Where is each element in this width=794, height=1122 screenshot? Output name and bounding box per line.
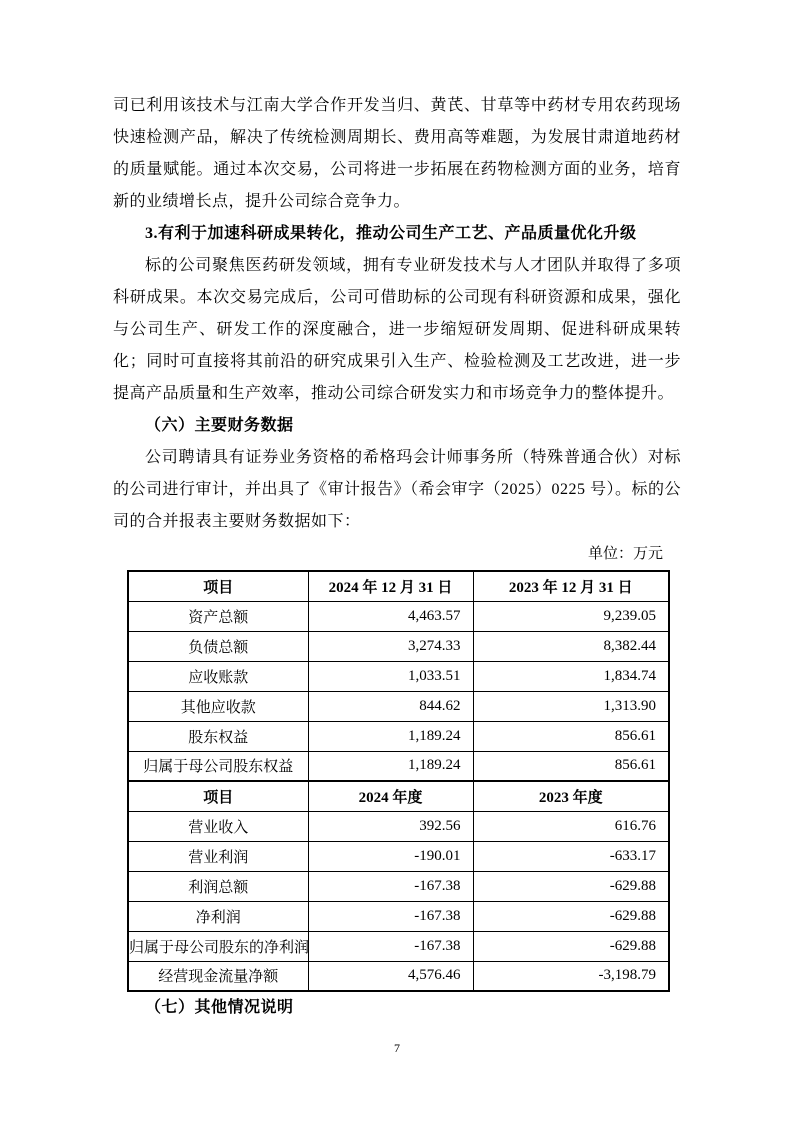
value-2023: 1,313.90 [473,691,669,721]
value-2023: 856.61 [473,721,669,751]
table-row-operating-revenue [128,811,669,841]
table-row-total-assets [128,601,669,631]
row-label: 经营现金流量净额 [128,961,308,991]
table-row-net-profit [128,901,669,931]
value-2024: 4,576.46 [308,961,473,991]
value-2023: -629.88 [473,931,669,961]
value-2024: 1,189.24 [308,721,473,751]
value-2023: -3,198.79 [473,961,669,991]
table-row-total-profit [128,871,669,901]
heading-benefit-3: 3.有利于加速科研成果转化，推动公司生产工艺、产品质量优化升级 [145,225,637,242]
table-row-other-receivables [128,691,669,721]
row-label: 营业收入 [128,811,308,841]
value-2024: 3,274.33 [308,631,473,661]
table-row-accounts-receivable [128,661,669,691]
row-label: 资产总额 [128,601,308,631]
row-label: 利润总额 [128,871,308,901]
value-2023: -633.17 [473,841,669,871]
row-label: 营业利润 [128,841,308,871]
row-label: 负债总额 [128,631,308,661]
row-label: 净利润 [128,901,308,931]
financial-data-table [127,570,670,992]
value-2023: 1,834.74 [473,661,669,691]
table-row-net-operating-cash-flow [128,961,669,991]
row-label: 归属于母公司股东的净利润 [128,931,308,961]
table-row-total-liabilities [128,631,669,661]
value-2023: -629.88 [473,901,669,931]
table-row-shareholders-equity [128,721,669,751]
table-row-net-profit-attributable-to-parent [128,931,669,961]
row-label: 股东权益 [128,721,308,751]
column-header-item: 项目 [128,781,308,811]
value-2024: -167.38 [308,931,473,961]
column-header-2023-date: 2023 年 12 月 31 日 [473,571,669,601]
value-2024: -190.01 [308,841,473,871]
row-label: 其他应收款 [128,691,308,721]
value-2024: 4,463.57 [308,601,473,631]
heading-section-7-other-notes: （七）其他情况说明 [145,999,294,1016]
value-2024: -167.38 [308,871,473,901]
value-2024: 1,189.24 [308,751,473,781]
page-number: 7 [394,1041,400,1055]
paragraph-audit: 公司聘请具有证券业务资格的希格玛会计师事务所（特殊普通合伙）对标的公司进行审计，并出具了《审计报告》（希会审字（2025）0225 号）。标的公司的合并报表主要财务数据如下： [113,449,682,530]
row-label: 归属于母公司股东权益 [128,751,308,781]
value-2023: 616.76 [473,811,669,841]
table-row-operating-profit [128,841,669,871]
value-2023: 856.61 [473,751,669,781]
column-header-item: 项目 [128,571,308,601]
value-2024: 392.56 [308,811,473,841]
paragraph-continuation: 司已利用该技术与江南大学合作开发当归、黄芪、甘草等中药材专用农药现场快速检测产品，解决了传统检测周期长、费用高等难题，为发展甘肃道地药材的质量赋能。通过本次交易，公司将进一步拓展在药物检测方面的业务，培育新的业绩增长点，提升公司综合竞争力。 [113,97,681,210]
paragraph-target-company: 标的公司聚焦医药研发领域，拥有专业研发技术与人才团队并取得了多项科研成果。本次交易完成后，公司可借助标的公司现有科研资源和成果，强化与公司生产、研发工作的深度融合，进一步缩短研发周期、促进科研成果转化；同时可直接将其前沿的研究成果引入生产、检验检测及工艺改进，进一步提高产品质量和生产效率，推动公司综合研发实力和市场竞争力的整体提升。 [113,257,681,402]
column-header-2024-date: 2024 年 12 月 31 日 [308,571,473,601]
unit-label: 单位：万元 [587,546,663,562]
table-header-row-income-statement [128,781,669,811]
page-content [113,90,681,1024]
heading-section-6-financial-data: （六）主要财务数据 [145,417,294,434]
column-header-2024-year: 2024 年度 [308,781,473,811]
row-label: 应收账款 [128,661,308,691]
value-2024: 1,033.51 [308,661,473,691]
table-header-row-balance-sheet [128,571,669,601]
value-2023: -629.88 [473,871,669,901]
value-2024: -167.38 [308,901,473,931]
value-2023: 9,239.05 [473,601,669,631]
column-header-2023-year: 2023 年度 [473,781,669,811]
table-row-equity-attributable-to-parent [128,751,669,781]
value-2024: 844.62 [308,691,473,721]
value-2023: 8,382.44 [473,631,669,661]
